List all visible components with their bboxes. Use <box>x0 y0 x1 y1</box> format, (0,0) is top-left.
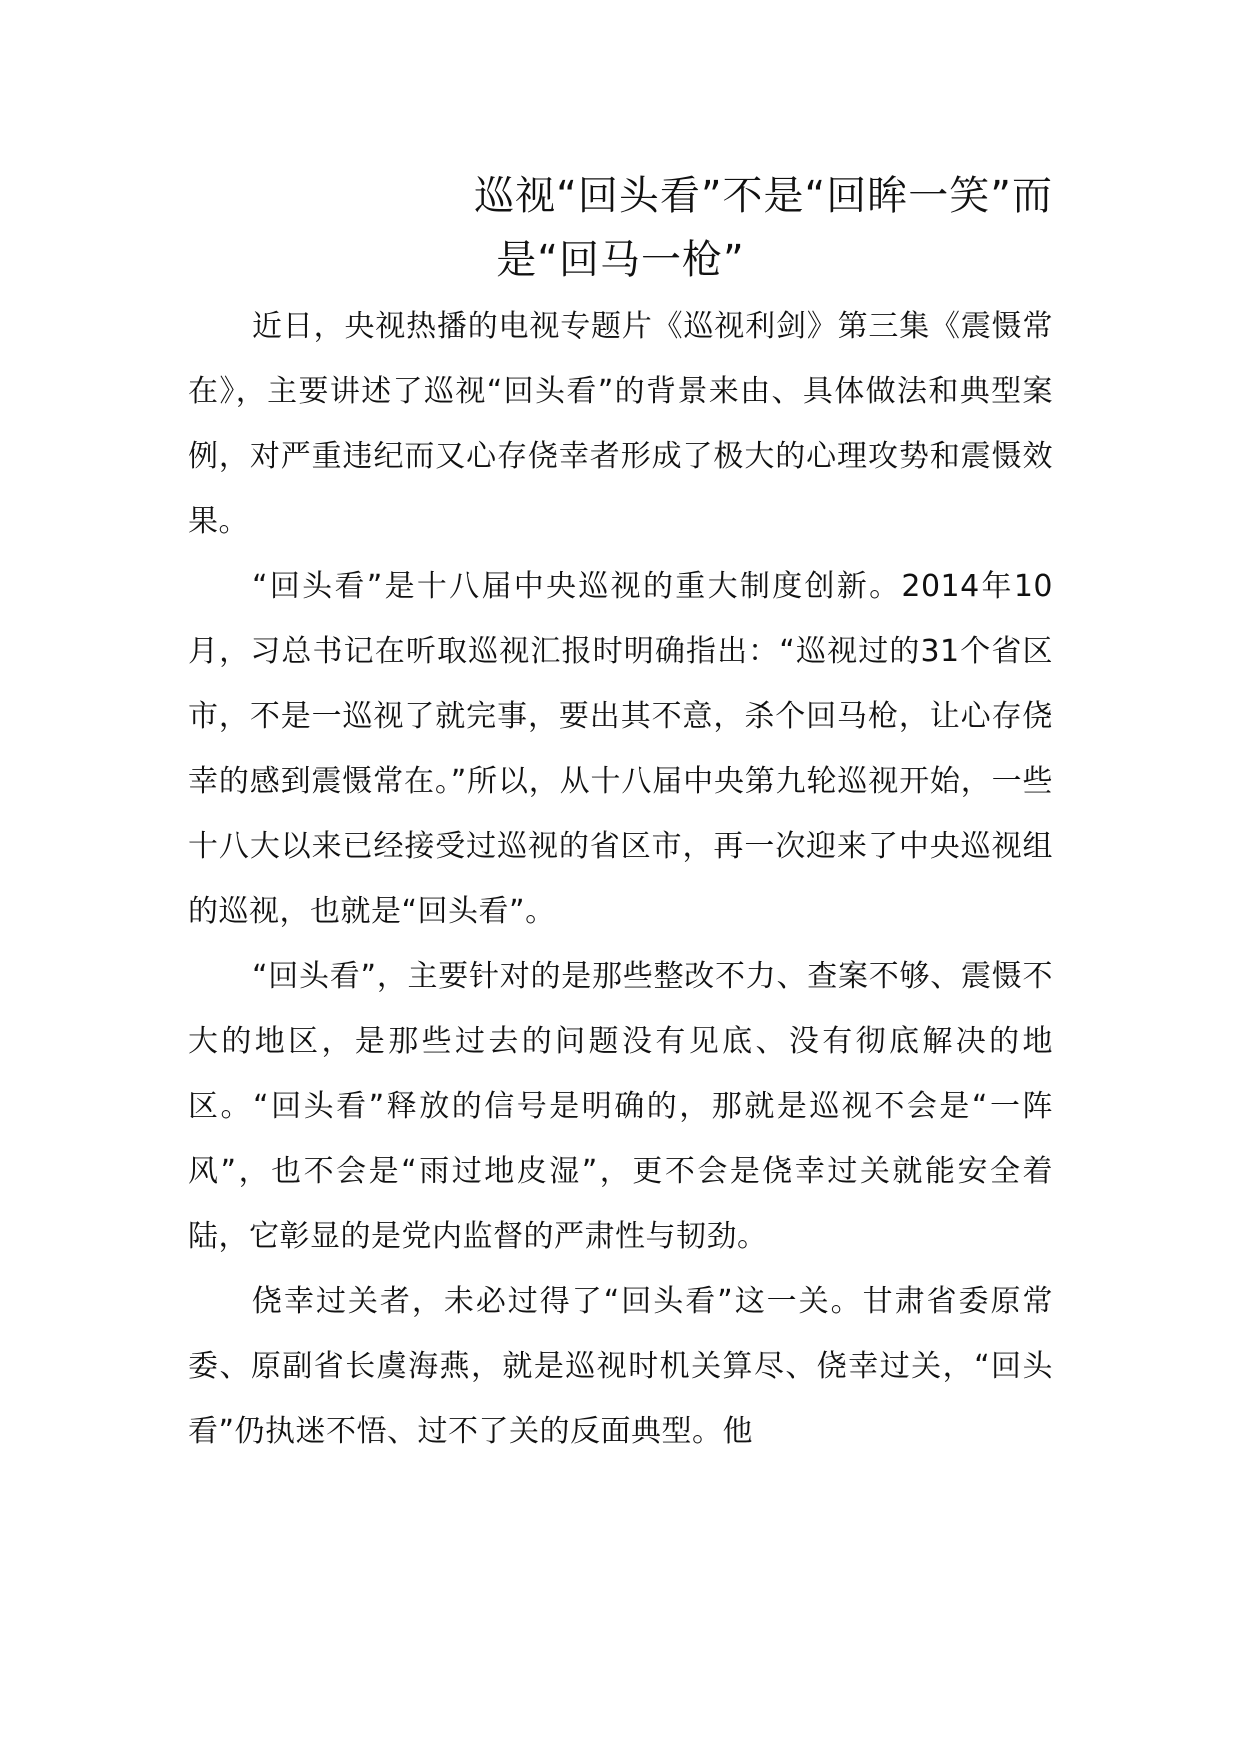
document-body <box>188 294 1053 1464</box>
paragraph: “回头看”是十八届中央巡视的重大制度创新。2014年10月，习总书记在听取巡视汇报时明确指出：“巡视过的31个省区市，不是一巡视了就完事，要出其不意，杀个回马枪，让心存侥幸的感到震慑常在。”所以，从十八届中央第九轮巡视开始，一些十八大以来已经接受过巡视的省区市，再一次迎来了中央巡视组的巡视，也就是“回头看”。 <box>188 569 1053 929</box>
document-title-line-2: 是“回马一枪” <box>496 237 745 283</box>
paragraph: “回头看”，主要针对的是那些整改不力、查案不够、震慑不大的地区，是那些过去的问题没有见底、没有彻底解决的地区。“回头看”释放的信号是明确的，那就是巡视不会是“一阵风”，也不会是“雨过地皮湿”，更不会是侥幸过关就能安全着陆，它彰显的是党内监督的严肃性与韧劲。 <box>188 959 1053 1254</box>
paragraph: 近日，央视热播的电视专题片《巡视利剑》第三集《震慑常在》，主要讲述了巡视“回头看”的背景来由、具体做法和典型案例，对严重违纪而又心存侥幸者形成了极大的心理攻势和震慑效果。 <box>188 309 1053 539</box>
document-title-line-1: 巡视“回头看”不是“回眸一笑”而 <box>474 173 1053 219</box>
paragraph: 侥幸过关者，未必过得了“回头看”这一关。甘肃省委原常委、原副省长虞海燕，就是巡视时机关算尽、侥幸过关，“回头看”仍执迷不悟、过不了关的反面典型。他 <box>188 1284 1053 1449</box>
